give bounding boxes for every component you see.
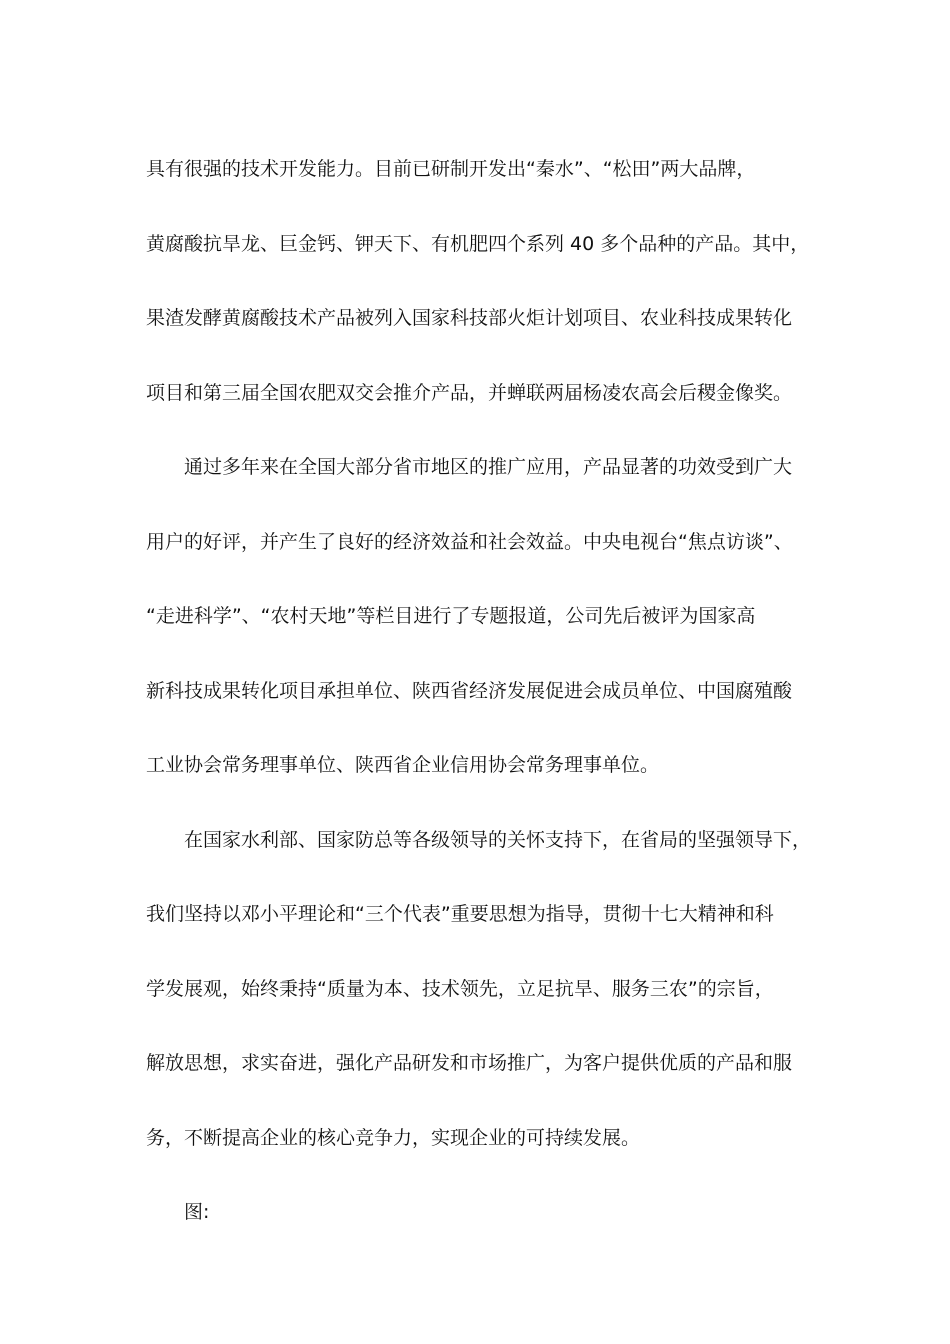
text-line: 项目和第三届全国农肥双交会推介产品，并蝉联两届杨凌农高会后稷金像奖。 — [146, 381, 793, 404]
paragraph-3 — [146, 803, 826, 1176]
paragraph-2 — [146, 430, 826, 803]
paragraph-4 — [146, 1175, 826, 1250]
document-body — [146, 132, 826, 1250]
text-line: 学发展观，始终秉持“质量为本、技术领先，立足抗旱、服务三农”的宗旨， — [146, 977, 774, 1000]
text-line: 果渣发酵黄腐酸技术产品被列入国家科技部火炬计划项目、农业科技成果转化 — [146, 307, 793, 329]
text-line: 具有很强的技术开发能力。目前已研制开发出“秦水”、“松田”两大品牌， — [146, 158, 756, 180]
text-line: 通过多年来在全国大部分省市地区的推广应用，产品显著的功效受到广大 — [184, 456, 793, 478]
text-line: 工业协会常务理事单位、陕西省企业信用协会常务理事单位。 — [146, 754, 660, 776]
text-line: 新科技成果转化项目承担单位、陕西省经济发展促进会成员单位、中国腐殖酸 — [146, 679, 793, 702]
text-line: 务，不断提高企业的核心竞争力，实现企业的可持续发展。 — [146, 1126, 641, 1149]
text-line: 黄腐酸抗旱龙、巨金钙、钾天下、有机肥四个系列 40 多个品种的产品。其中， — [146, 232, 810, 255]
paragraph-1 — [146, 132, 826, 430]
text-line: 我们坚持以邓小平理论和“三个代表”重要思想为指导，贯彻十七大精神和科 — [146, 903, 774, 925]
text-line: 用户的好评，并产生了良好的经济效益和社会效益。中央电视台“焦点访谈”、 — [146, 530, 793, 553]
text-line: 解放思想，求实奋进，强化产品研发和市场推广，为客户提供优质的产品和服 — [146, 1052, 793, 1074]
text-line: “走进科学”、“农村天地”等栏目进行了专题报道，公司先后被评为国家高 — [146, 605, 756, 627]
text-line: 在国家水利部、国家防总等各级领导的关怀支持下，在省局的坚强领导下， — [184, 828, 812, 851]
figure-caption: 图: — [184, 1201, 210, 1223]
